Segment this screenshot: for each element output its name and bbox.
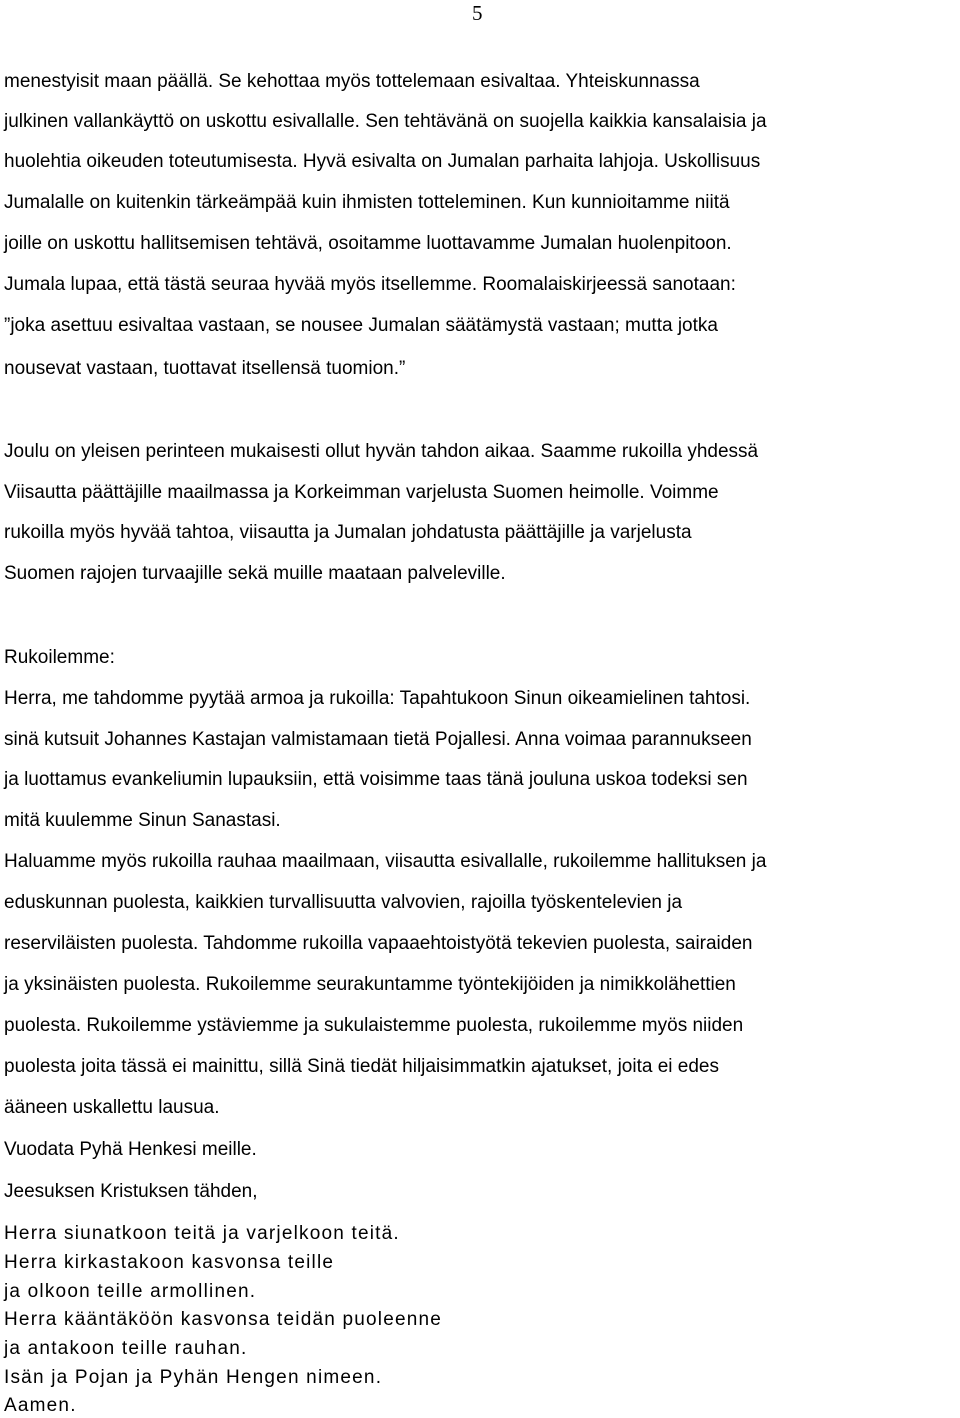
text-line: Rukoilemme:: [4, 647, 115, 668]
blessing-line: Isän ja Pojan ja Pyhän Hengen nimeen.: [4, 1367, 383, 1388]
blessing-line: ja antakoon teille rauhan.: [4, 1338, 248, 1359]
text-line: julkinen vallankäyttö on uskottu esivallalle. Sen tehtävänä on suojella kaikkia kansalaisia ja: [4, 111, 767, 132]
page-number: 5: [472, 1, 483, 25]
text-line: huolehtia oikeuden toteutumisesta. Hyvä esivalta on Jumalan parhaita lahjoja. Uskollisuus: [4, 151, 761, 172]
text-line: Jumala lupaa, että tästä seuraa hyvää myös itsellemme. Roomalaiskirjeessä sanotaan:: [4, 274, 736, 295]
text-line: Joulu on yleisen perinteen mukaisesti ollut hyvän tahdon aikaa. Saamme rukoilla yhdessä: [4, 441, 759, 462]
text-line: rukoilla myös hyvää tahtoa, viisautta ja Jumalan johdatusta päättäjille ja varjelusta: [4, 522, 692, 543]
text-line: Haluamme myös rukoilla rauhaa maailmaan, viisautta esivallalle, rukoilemme hallituksen ja: [4, 851, 767, 872]
text-line: eduskunnan puolesta, kaikkien turvallisuutta valvovien, rajoilla työskentelevien ja: [4, 892, 683, 913]
text-line: Jumalalle on kuitenkin tärkeämpää kuin ihmisten totteleminen. Kun kunnioitamme niitä: [4, 192, 730, 213]
text-line: reserviläisten puolesta. Tahdomme rukoilla vapaaehtoistyötä tekevien puolesta, sairaiden: [4, 933, 753, 954]
blessing-line: ja olkoon teille armollinen.: [4, 1281, 257, 1302]
text-line: ja luottamus evankeliumin lupauksiin, että voisimme taas tänä jouluna uskoa todeksi sen: [4, 769, 748, 790]
text-line: ja yksinäisten puolesta. Rukoilemme seurakuntamme työntekijöiden ja nimikkolähettien: [4, 974, 736, 995]
blessing-line: Herra kirkastakoon kasvonsa teille: [4, 1252, 335, 1273]
blessing-line: Herra kääntäköön kasvonsa teidän puoleenne: [4, 1309, 443, 1330]
text-line: Herra, me tahdomme pyytää armoa ja rukoilla: Tapahtukoon Sinun oikeamielinen tahtosi.: [4, 688, 751, 709]
text-line: Vuodata Pyhä Henkesi meille.: [4, 1139, 257, 1160]
blessing-line: Herra siunatkoon teitä ja varjelkoon teitä.: [4, 1223, 400, 1244]
text-line: ”joka asettuu esivaltaa vastaan, se nousee Jumalan säätämystä vastaan; mutta jotka: [4, 315, 718, 336]
text-line: ääneen uskallettu lausua.: [4, 1097, 220, 1118]
text-line: puolesta. Rukoilemme ystäviemme ja sukulaistemme puolesta, rukoilemme myös niiden: [4, 1015, 744, 1036]
text-line: joille on uskottu hallitsemisen tehtävä, osoitamme luottavamme Jumalan huolenpitoon.: [4, 233, 732, 254]
text-line: menestyisit maan päällä. Se kehottaa myös tottelemaan esivaltaa. Yhteiskunnassa: [4, 71, 700, 92]
text-line: mitä kuulemme Sinun Sanastasi.: [4, 810, 281, 831]
text-line: Jeesuksen Kristuksen tähden,: [4, 1181, 258, 1202]
blessing-line: Aamen.: [4, 1395, 77, 1416]
text-line: sinä kutsuit Johannes Kastajan valmistamaan tietä Pojallesi. Anna voimaa parannukseen: [4, 729, 752, 750]
text-line: Viisautta päättäjille maailmassa ja Korkeimman varjelusta Suomen heimolle. Voimme: [4, 482, 719, 503]
text-line: puolesta joita tässä ei mainittu, sillä Sinä tiedät hiljaisimmatkin ajatukset, joita ei edes: [4, 1056, 719, 1077]
text-line: Suomen rajojen turvaajille sekä muille maataan palveleville.: [4, 563, 506, 584]
text-line: nousevat vastaan, tuottavat itsellensä tuomion.”: [4, 358, 406, 379]
